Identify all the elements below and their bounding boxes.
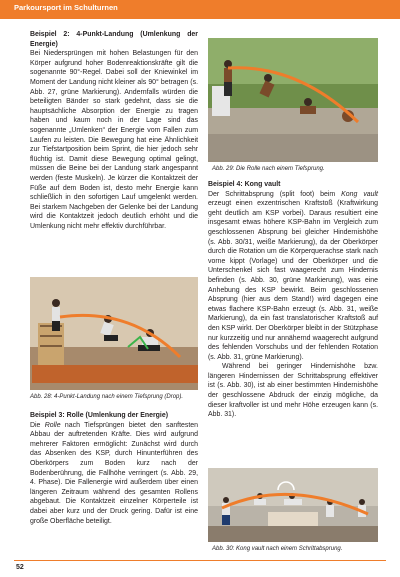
left-column <box>30 30 198 231</box>
page-number: 52 <box>16 564 24 571</box>
section4-paragraph-2: Während bei geringer Hindernishöhe bzw. längeren Hindernissen der Schrittabsprung effektiver ist (s. Abb. 30), ist ab einer bestimmten Hindernishöhe der geschlossene Abdruck der einzig mögliche, da dieser kraftvoller ist und mehr Höhe erzeugen kann (s. Abb. 31). <box>208 363 378 419</box>
running-header <box>0 0 400 19</box>
figure-30-photo <box>208 468 378 542</box>
figure-28-caption: Abb. 28: 4-Punkt-Landung nach einem Tiefsprung (Drop). <box>30 394 184 400</box>
figure-29-caption: Abb. 29: Die Rolle nach einem Tiefsprung. <box>212 166 325 172</box>
section4-paragraph-1: Der Schrittabsprung (split foot) beim Kong vault erzeugt einen exzentrischen Kraftstoß (Kraftwirkung geht deutlich am KSP vorbei). Daraus resultiert eine insgesamt etwas höhere KSP-Bahn im Vergleich zum geschlossenen Absprung bei gleicher Hindernishöhe (s. Abb. 30/31, weiße Markierung), da der Oberkörper durch die Rotation um die Körperquerachse stark nach vorne kippt (Vorlage) und der Oberkörper und die Unterschenkel sich fast waagerecht zum Hindernis befinden (s. Abb. 30, grüne Markierung), was eine Anhebung des KSP bewirkt. Beim geschlossenen Absprung (hier aus dem Stand!) wird dagegen eine etwas flachere KSP-Bahn erzeugt (s. Abb. 31, weiße Markierung), da ein fast translatorischer Kraftstoß auf den KSP wirkt. Der Oberkörper bleibt in der Stützphase nur kurzzeitig und nur annähernd waagerecht aufgrund des fehlenden Vorschubs und der fehlenden Rotation (s. Abb. 31, grüne Markierung). <box>208 190 378 361</box>
section3-title: Beispiel 3: Rolle (Umlenkung der Energie) <box>30 412 169 419</box>
figure-30-caption: Abb. 30: Kong vault nach einem Schrittabsprung. <box>212 546 343 552</box>
section2-body: Bei Niedersprüngen mit hohen Belastungen für den Körper aufgrund hoher Bodenreaktionskräfte gilt die sogenannte 90°-Regel. Dabei soll der Kniewinkel im Moment der Landung nicht kleiner als 90° betragen (s. Abb. 27, grüne Markierung). Andernfalls würden die beteiligten Bänder so stark gedehnt, dass sie die hauptsächliche Absorption der Energie zu tragen haben und kaum noch in der Lage sind das sogenannte „Umlenken“ der Energie vom Fallen zum Laufen zu leisten. Die Bewegung hat eine Ähnlichkeit zur Tiefstartposition beim Sprint, die hier jedoch sehr flüchtig ist. Damit diese Bewegung optimal gelingt, müssen die Beine bei der Landung stark angespannt werden (feste Muskeln). Je kürzer die Kontaktzeit der Füße auf dem Boden ist, desto mehr Energie kann schließlich in den sofortigen Lauf umgelenkt werden. Bei starkem Nachgeben der Gelenke bei der Landung wird die Kontaktzeit jedoch deutlich erhöht und die Umlenkung nicht mehr effektiv durchführbar. <box>30 50 198 230</box>
section3-body: Die Rolle nach Tiefsprüngen bietet den sanftesten Abbau der auftretenden Kräfte. Dies wird aufgrund mehrerer Faktoren ermöglicht: Zunächst wird durch das Absenken des KSP, durch Hinunterführen des Oberkörpers zum Boden kurz nach der Bodenberührung, die Fallhöhe verringert (s. Abb. 29, 4. Phase). Die Fallenergie wird außerdem über einen längeren Zeitraum während des gesamten Rollens abgebaut. Die Kontaktzeit einzelner Körperteile ist dabei aber kurz und der Druck gering. Dafür ist eine große Oberfläche beteiligt. <box>30 421 198 525</box>
section2-title: Beispiel 2: 4-Punkt-Landung (Umlenkung der Energie) <box>30 31 198 48</box>
header-title: Parkoursport im Schulturnen <box>14 3 118 12</box>
right-column <box>208 180 378 420</box>
left-column-lower <box>30 411 198 526</box>
section4-title: Beispiel 4: Kong vault <box>208 181 281 188</box>
figure-28-photo <box>30 277 198 390</box>
figure-29-photo <box>208 38 378 162</box>
footer-rule <box>14 560 386 561</box>
